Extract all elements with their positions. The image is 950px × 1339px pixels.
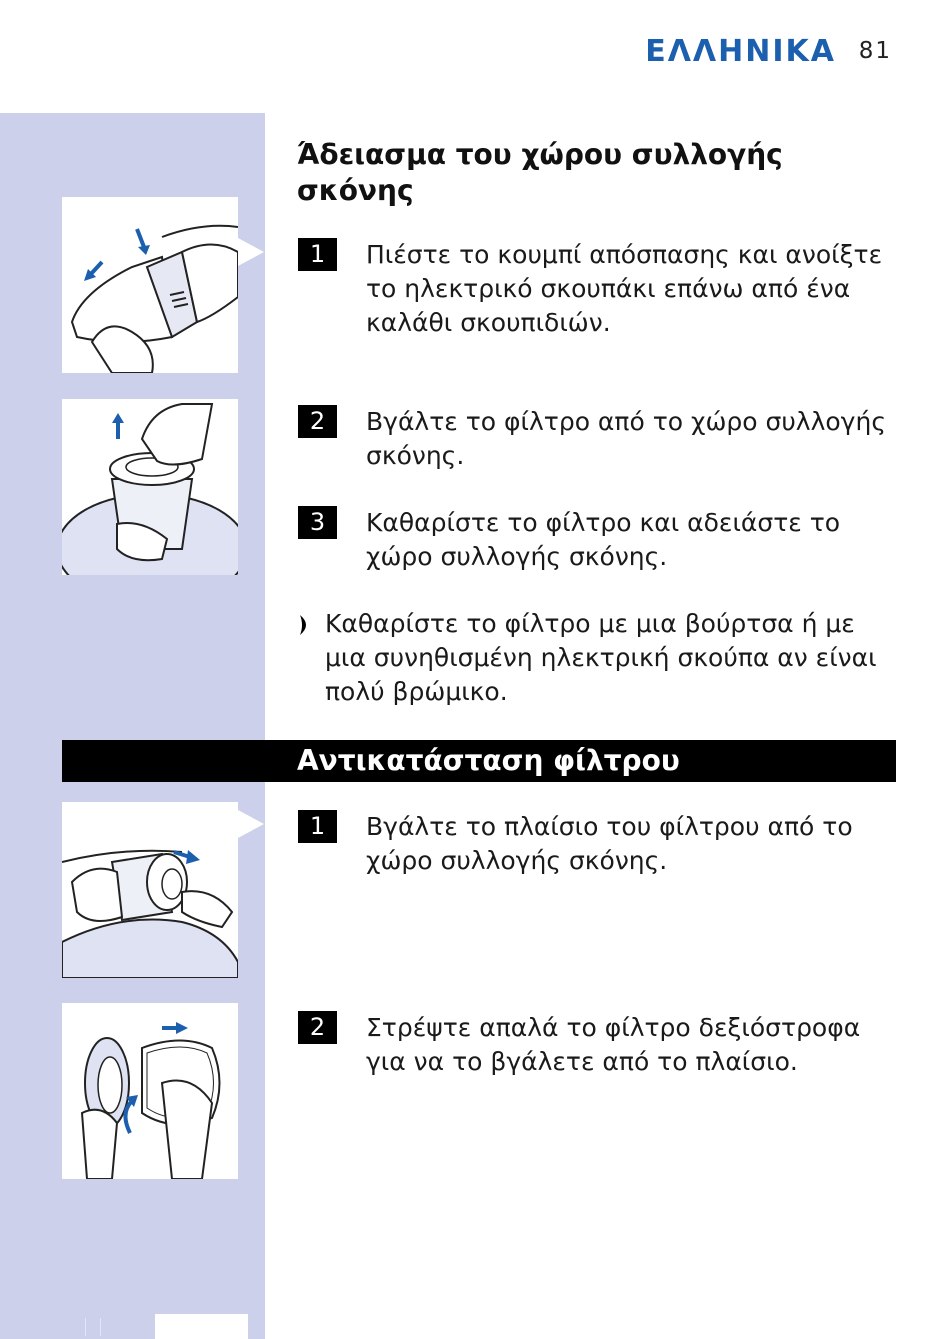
footer-tab [155,1314,248,1339]
section-title-emptying: Άδειασμα του χώρου συλλογής σκόνης [297,138,783,207]
footer-mark [100,1318,101,1336]
step-number: 1 [298,810,337,843]
illustration-pointer [238,810,264,838]
remove-filter-illustration [62,399,238,575]
step-number: 1 [298,238,337,271]
remove-filter-frame-illustration [62,802,238,978]
language-label: ΕΛΛΗΝΙΚΑ [645,34,836,69]
bullet-arrow-icon [298,614,312,636]
step-text: Καθαρίστε το φίλτρο και αδειάστε το χώρο συλλογής σκόνης. [366,508,841,571]
footer-mark [85,1318,86,1336]
step-number: 2 [298,1011,337,1044]
step-text: Βγάλτε το φίλτρο από το χώρο συλλογής σκόνης. [366,407,886,470]
step-text: Στρέψτε απαλά το φίλτρο δεξιόστροφα για να το βγάλετε από το πλαίσιο. [366,1013,861,1076]
page-number: 81 [858,38,892,64]
section-title-replacing-filter: Αντικατάσταση φίλτρου [297,744,680,777]
tip-text: Καθαρίστε το φίλτρο με μια βούρτσα ή με μια συνηθισμένη ηλεκτρική σκούπα αν είναι πολύ βρώμικο. [325,609,877,706]
step-number: 2 [298,405,337,438]
illustration-pointer [238,238,264,266]
twist-filter-illustration [62,1003,238,1179]
step-text: Πιέστε το κουμπί απόσπασης και ανοίξτε το ηλεκτρικό σκουπάκι επάνω από ένα καλάθι σκουπιδιών. [366,240,883,337]
step-text: Βγάλτε το πλαίσιο του φίλτρου από το χώρο συλλογής σκόνης. [366,812,853,875]
step-number: 3 [298,506,337,539]
open-vacuum-illustration [62,197,238,373]
